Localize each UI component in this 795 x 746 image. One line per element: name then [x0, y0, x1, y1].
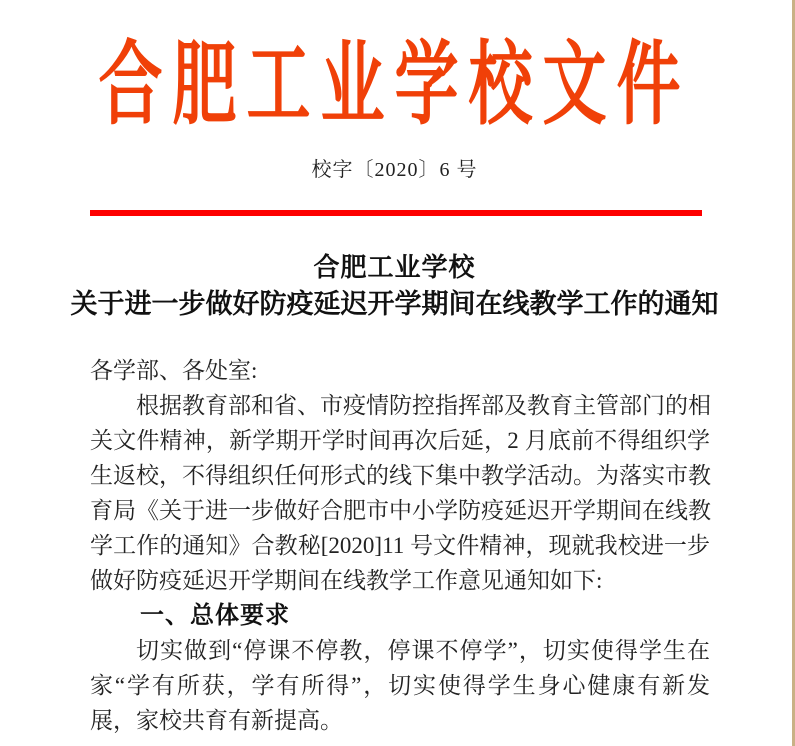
paragraph-1-line: 根据教育部和省、市疫情防控指挥部及教育主管部门的相: [136, 393, 711, 418]
document-title-line2: 关于进一步做好防疫延迟开学期间在线教学工作的通知: [70, 289, 719, 319]
paragraph-2-line: 展，家校共育有新提高。: [90, 708, 343, 733]
paragraph-1-line: 学工作的通知》合教秘[2020]11 号文件精神，现就我校进一步: [90, 533, 710, 558]
paragraph-1-line: 育局《关于进一步做好合肥市中小学防疫延迟开学期间在线教: [90, 498, 711, 523]
document-number: 校字〔2020〕6 号: [311, 159, 478, 181]
paragraph-2: [90, 633, 710, 738]
paragraph-2-line: 切实做到“停课不停教，停课不停学”，切实使得学生在: [136, 638, 710, 663]
paragraph-1-line: 生返校，不得组织任何形式的线下集中教学活动。为落实市教: [90, 463, 711, 488]
section-heading-overall-requirements: 一、总体要求: [140, 602, 290, 629]
document-title: [0, 250, 789, 322]
document-title-line1: 合肥工业学校: [313, 253, 476, 282]
paragraph-2-line: 家“学有所获，学有所得”，切实使得学生身心健康有新发: [90, 673, 710, 698]
red-divider-line: [90, 210, 702, 216]
salutation: 各学部、各处室:: [90, 358, 258, 383]
document-body: [90, 353, 710, 738]
paragraph-1-line: 做好防疫延迟开学期间在线教学工作意见通知如下:: [90, 568, 603, 593]
paragraph-1-line: 关文件精神，新学期开学时间再次后延，2 月底前不得组织学: [90, 428, 710, 453]
paragraph-1: [90, 388, 710, 598]
red-header-banner-title: 合肥工业学校文件: [98, 34, 691, 136]
